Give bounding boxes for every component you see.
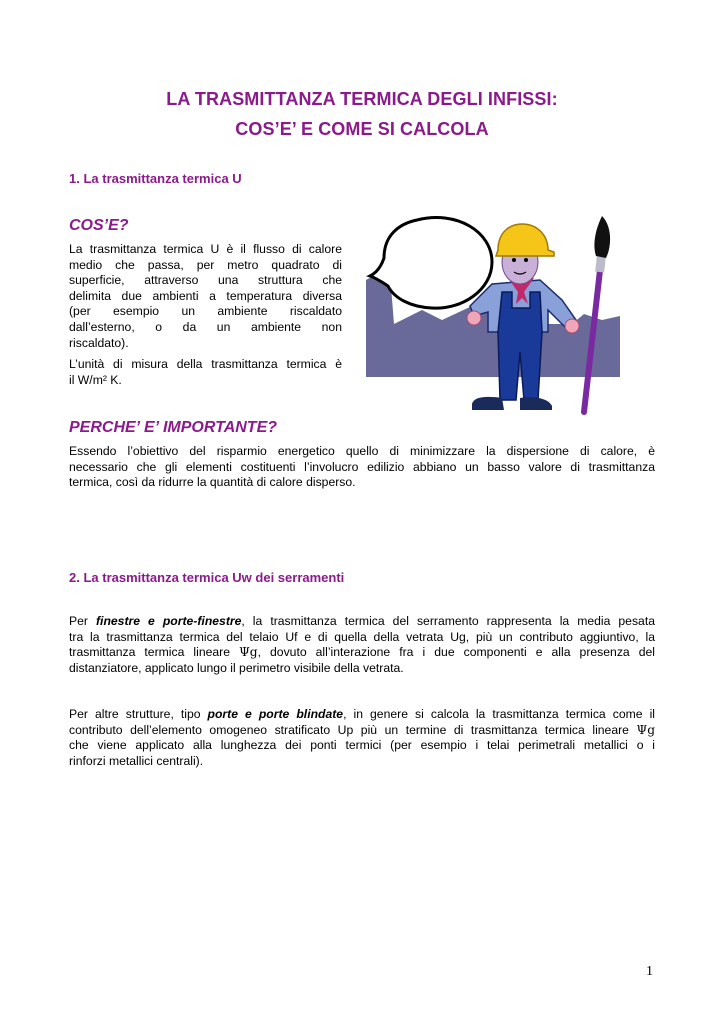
text-fragment: trasmittanza termica lineare (69, 645, 240, 660)
section1-heading: 1. La trasmittanza termica U (69, 171, 242, 186)
perche-paragraph (69, 444, 655, 491)
paintbrush-tip (594, 216, 610, 258)
worker-illustration (362, 212, 624, 418)
text-fragment: , dovuto all’interazione fra i due componenti e alla presenza del (257, 645, 655, 660)
text-line: (per esempio un ambiente riscaldato (69, 304, 342, 319)
text-fragment: , la trasmittanza termica del serramento rappresenta la media pesata (241, 614, 655, 628)
emphasis-porte: porte e porte blindate (207, 707, 344, 721)
boots (472, 397, 504, 410)
text-line: superficie, attraverso una struttura che (69, 273, 342, 288)
text-line: L’unità di misura della trasmittanza termica è (69, 357, 342, 371)
overalls (498, 292, 542, 400)
text-line: dall’esterno, o da un ambiente non (69, 319, 342, 334)
text-fragment: , in genere si calcola la trasmittanza termica come il (343, 707, 655, 721)
text-line: riscaldato). (69, 335, 129, 350)
text-line: rinforzi metallici centrali). (69, 753, 204, 768)
text-line: termica, così da ridurre la quantità di calore disperso. (69, 475, 356, 490)
document-title-line1: LA TRASMITTANZA TERMICA DEGLI INFISSI: (166, 89, 558, 109)
text-line: La trasmittanza termica U è il flusso di calore (69, 242, 342, 256)
page-number: 1 (646, 964, 653, 979)
psi-symbol: Ψg (239, 645, 258, 660)
text-line: medio che passa, per metro quadrato di (69, 257, 342, 272)
text-fragment: contributo dell’elemento omogeneo stratificato Up più un termine di trasmittanza termica lineare (69, 722, 637, 737)
text-line: tra la trasmittanza termica del telaio Uf e di quella della vetrata Ug, più un contributo aggiuntivo, la (69, 629, 655, 644)
text-line: delimita due ambienti a temperatura diversa (69, 288, 342, 303)
section2-paragraph-2 (69, 707, 655, 769)
text-line: che viene applicato alla lunghezza dei ponti termici (per esempio i telai perimetrali metallici o i (69, 738, 655, 753)
text-line: distanziatore, applicato lungo il perimetro visibile della vetrata. (69, 660, 404, 675)
section2-heading: 2. La trasmittanza termica Uw dei serramenti (69, 570, 345, 585)
text-line: Essendo l’obiettivo del risparmio energetico quello di minimizzare la dispersione di calore, è (69, 444, 655, 458)
cose-heading: COS’E? (69, 217, 129, 234)
text-line: necessario che gli elementi costituenti l’involucro edilizio abbiano un basso valore di trasmittanza (69, 459, 655, 474)
cose-paragraph-1 (69, 242, 342, 351)
emphasis-finestre: finestre e porte-finestre (96, 614, 242, 628)
psi-symbol: Ψg (636, 722, 655, 737)
text-line (69, 645, 655, 661)
text-fragment: Per altre strutture, tipo (69, 707, 208, 721)
cose-paragraph-2 (69, 357, 342, 388)
section2-paragraph-1 (69, 614, 655, 676)
text-fragment: Per (69, 614, 96, 628)
text-line (69, 707, 655, 723)
text-line: il W/m² K. (69, 372, 122, 387)
text-line (69, 614, 655, 630)
text-line (69, 723, 655, 739)
perche-heading: PERCHE’ E’ IMPORTANTE? (69, 419, 278, 436)
helmet (496, 224, 554, 256)
document-title-line2: COS’E’ E COME SI CALCOLA (235, 119, 489, 139)
